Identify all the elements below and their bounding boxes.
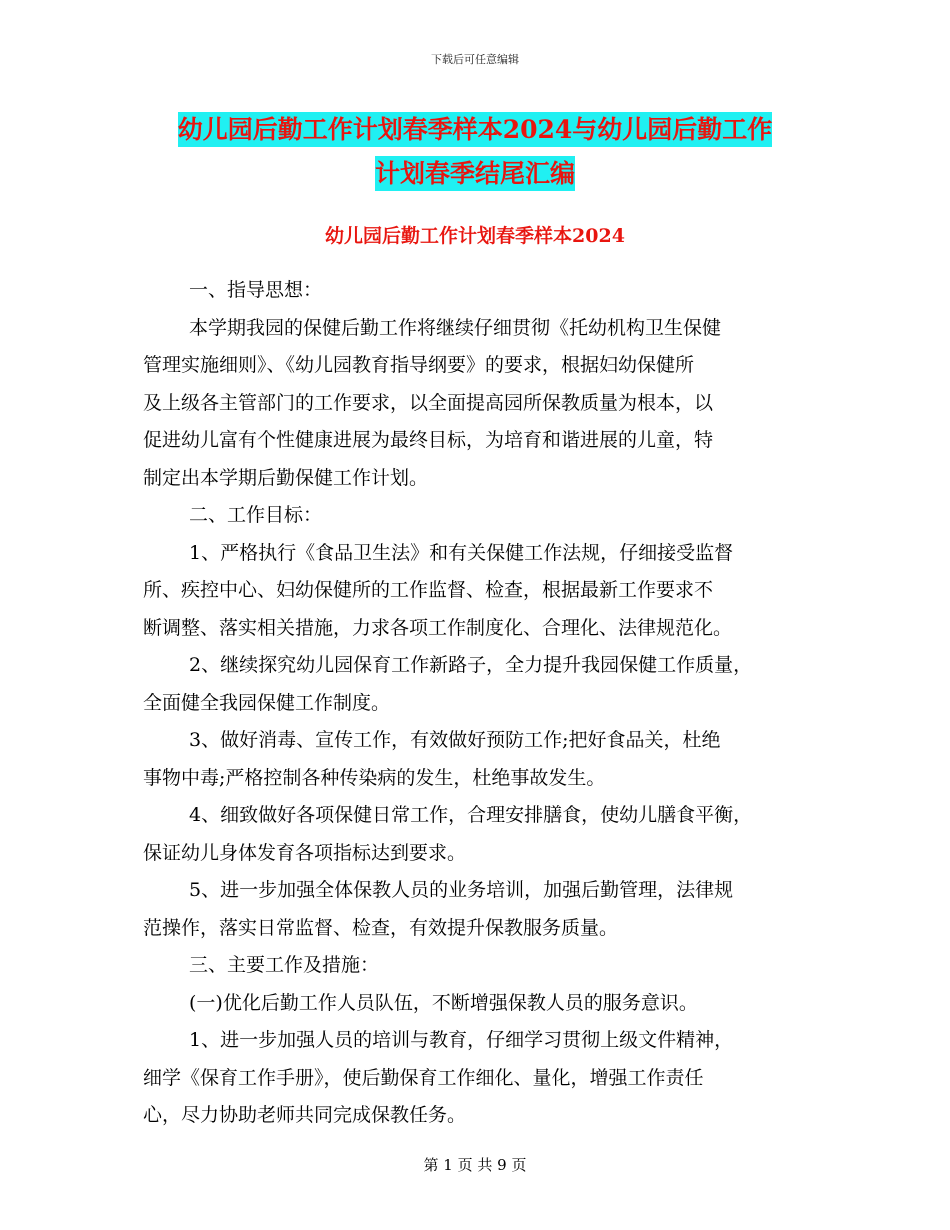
subheading-optimize-staff: (一)优化后勤工作人员队伍，不断增强保教人员的服务意识。 — [189, 991, 698, 1014]
document-body — [143, 272, 815, 1135]
body-line: 促进幼儿富有个性健康进展为最终目标，为培育和谐进展的儿童，特 — [143, 429, 714, 451]
body-line: 3、做好消毒、宣传工作，有效做好预防工作;把好食品关，杜绝 — [189, 729, 721, 751]
body-line: 所、疾控中心、妇幼保健所的工作监督、检查，根据最新工作要求不 — [143, 579, 714, 601]
body-line: 事物中毒;严格控制各种传染病的发生，杜绝事故发生。 — [143, 766, 606, 789]
heading-guiding-ideology: 一、指导思想： — [189, 279, 323, 301]
body-line: 范操作，落实日常监督、检查，有效提升保教服务质量。 — [143, 916, 619, 939]
heading-main-measures: 三、主要工作及措施： — [189, 954, 380, 976]
body-line: 管理实施细则》、《幼儿园教育指导纲要》的要求，根据妇幼保健所 — [143, 354, 695, 376]
body-line: 4、细致做好各项保健日常工作，合理安排膳食，使幼儿膳食平衡， — [189, 804, 753, 826]
body-line: 心，尽力协助老师共同完成保教任务。 — [143, 1104, 467, 1126]
body-line: 断调整、落实相关措施，力求各项工作制度化、合理化、法律规范化。 — [143, 616, 733, 639]
body-line: 制定出本学期后勤保健工作计划。 — [143, 466, 429, 489]
heading-work-goals: 二、工作目标： — [189, 504, 323, 526]
body-line: 全面健全我园保健工作制度。 — [143, 691, 391, 714]
body-line: 及上级各主管部门的工作要求，以全面提高园所保教质量为根本，以 — [143, 391, 714, 414]
body-line: 细学《保育工作手册》，使后勤保育工作细化、量化，增强工作责任 — [143, 1066, 704, 1089]
body-line: 1、严格执行《食品卫生法》和有关保健工作法规，仔细接受监督 — [189, 541, 734, 564]
body-line: 2、继续探究幼儿园保育工作新路子，全力提升我园保健工作质量， — [189, 654, 753, 676]
body-line: 保证幼儿身体发育各项指标达到要求。 — [143, 841, 467, 864]
body-line: 5、进一步加强全体保教人员的业务培训，加强后勤管理，法律规 — [189, 879, 734, 901]
page-footer: 第 1 页 共 9 页 — [423, 1156, 527, 1174]
body-line: 本学期我园的保健后勤工作将继续仔细贯彻《托幼机构卫生保健 — [189, 316, 722, 339]
page-header: 下载后可任意编辑 — [431, 53, 519, 66]
section-title: 幼儿园后勤工作计划春季样本2024 — [325, 225, 625, 247]
document-title — [0, 108, 950, 196]
body-line: 1、进一步加强人员的培训与教育，仔细学习贯彻上级文件精神， — [189, 1029, 734, 1051]
title-line-1: 幼儿园后勤工作计划春季样本2024与幼儿园后勤工作 — [178, 112, 773, 147]
title-line-2: 计划春季结尾汇编 — [375, 156, 575, 191]
